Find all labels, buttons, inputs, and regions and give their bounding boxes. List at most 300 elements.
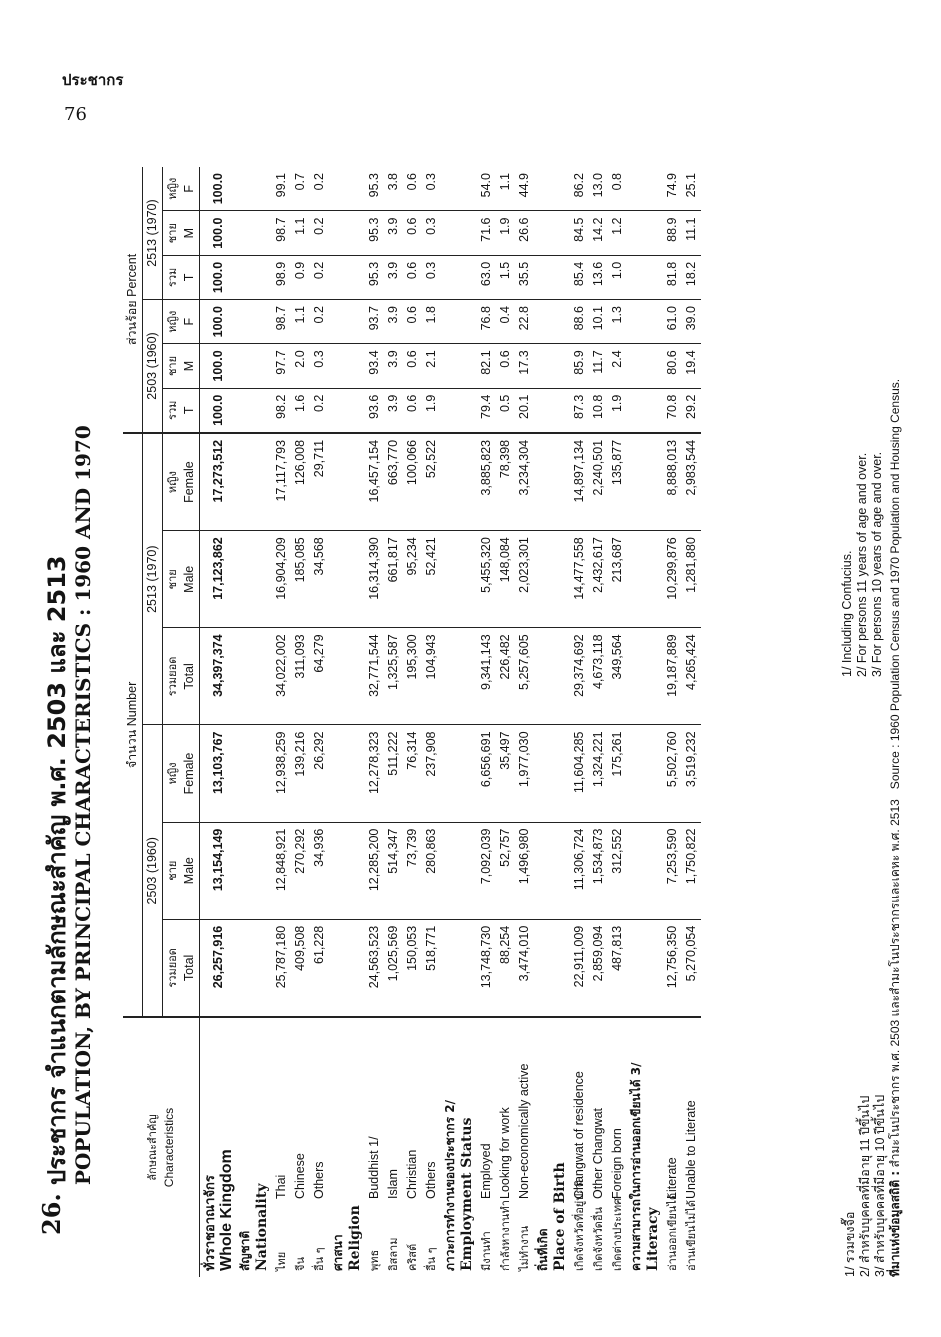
section-row (627, 167, 663, 1277)
cell-value: 13,154,149 (200, 822, 237, 919)
note-th-1: 1/ รวมขงจื๊อ (843, 1211, 857, 1277)
row-label (384, 1017, 403, 1277)
note-en-3: 3/ For persons 10 years of age and over. (870, 451, 884, 677)
cell-value: 270,292 (291, 822, 310, 919)
section-row (236, 167, 272, 1277)
row-label-english: Islam (386, 1169, 400, 1199)
empty-cell (534, 433, 570, 531)
cell-value: 0.2 (310, 167, 329, 211)
source-line (886, 379, 905, 1277)
col-male-1970: ชาย Male (163, 531, 200, 628)
cell-value: 3,474,010 (515, 919, 534, 1017)
year-1970-header: 2513 (1970) (143, 433, 163, 725)
cell-value: 1,325,587 (384, 628, 403, 725)
cell-value: 52,421 (422, 531, 441, 628)
cell-value: 88,254 (496, 919, 515, 1017)
cell-value: 17,117,793 (272, 433, 291, 531)
empty-cell (627, 628, 663, 725)
cell-value: 0.3 (310, 344, 329, 388)
cell-value: 78,398 (496, 433, 515, 531)
cell-value: 82.1 (477, 344, 496, 388)
number-header: จำนวน Number (123, 433, 143, 1017)
cell-value: 87.3 (570, 388, 589, 433)
cell-value: 73,739 (403, 822, 422, 919)
row-label (663, 1017, 682, 1277)
year-1960-header: 2503 (1960) (143, 725, 163, 1017)
cell-value: 0.6 (403, 167, 422, 211)
empty-cell (329, 255, 365, 299)
cell-value: 1.5 (496, 255, 515, 299)
col-f-1970: หญิง F (163, 167, 200, 211)
cell-value: 74.9 (663, 167, 682, 211)
cell-value: 14,477,558 (570, 531, 589, 628)
col-t-1960: รวม T (163, 388, 200, 433)
cell-value: 1.1 (291, 211, 310, 255)
cell-value: 98.7 (272, 300, 291, 344)
cell-value: 0.6 (403, 255, 422, 299)
empty-cell (627, 433, 663, 531)
row-label (403, 1017, 422, 1277)
cell-value: 29,374,692 (570, 628, 589, 725)
row-label (236, 1017, 272, 1277)
row-label-english: Literate (665, 1157, 679, 1199)
page-number: 76 (64, 104, 87, 125)
cell-value: 34,936 (310, 822, 329, 919)
row-label-thai: กำลังหางานทำ (499, 1200, 512, 1271)
table-number: 26. (37, 1193, 66, 1235)
empty-cell (236, 167, 272, 211)
cell-value: 0.6 (403, 211, 422, 255)
section-label-thai: ภาวะการทำงานของประชากร 2/ (443, 1099, 457, 1271)
table-body (200, 167, 702, 1277)
empty-cell (534, 725, 570, 822)
row-label (477, 1017, 496, 1277)
section-label-english: Literacy (645, 1207, 661, 1271)
cell-value: 26.6 (515, 211, 534, 255)
col-total-1970: รวมยอด Total (163, 628, 200, 725)
empty-cell (329, 725, 365, 822)
row-label-thai: อื่น ๆ (425, 1247, 438, 1271)
cell-value: 16,457,154 (365, 433, 384, 531)
cell-value: 20.1 (515, 388, 534, 433)
row-label-english: Thai (274, 1174, 288, 1199)
cell-value: 1,750,822 (682, 822, 701, 919)
cell-value: 18.2 (682, 255, 701, 299)
cell-value: 5,502,760 (663, 725, 682, 822)
row-label-english: Whole Kingdom (218, 1149, 235, 1271)
cell-value: 14,897,134 (570, 433, 589, 531)
cell-value: 1,496,980 (515, 822, 534, 919)
row-label-thai: อ่านเขียนไม่ได้ (685, 1199, 698, 1271)
empty-cell (534, 255, 570, 299)
empty-cell (441, 725, 477, 822)
row-label (329, 1017, 365, 1277)
cell-value: 1.1 (496, 167, 515, 211)
row-label-english: Unable to Literate (684, 1100, 698, 1199)
cell-value: 76.8 (477, 300, 496, 344)
row-label-thai: อิสลาม (387, 1237, 400, 1271)
empty-cell (627, 919, 663, 1017)
cell-value: 1.2 (608, 211, 627, 255)
section-label-thai: ศาสนา (331, 1234, 345, 1271)
cell-value: 100.0 (200, 255, 237, 299)
row-label (608, 1017, 627, 1277)
cell-value: 12,278,323 (365, 725, 384, 822)
cell-value: 1.9 (608, 388, 627, 433)
cell-value: 93.7 (365, 300, 384, 344)
cell-value: 0.9 (291, 255, 310, 299)
cell-value: 22.8 (515, 300, 534, 344)
cell-value: 663,770 (384, 433, 403, 531)
cell-value: 2,432,617 (589, 531, 608, 628)
cell-value: 10.1 (589, 300, 608, 344)
title-thai: ประชากร จำแนกตามลักษณะสำคัญ พ.ศ. 2503 และ 2513 (43, 555, 71, 1185)
cell-value: 3.9 (384, 388, 403, 433)
empty-cell (329, 433, 365, 531)
row-label (200, 1017, 237, 1277)
empty-cell (627, 531, 663, 628)
cell-value: 84.5 (570, 211, 589, 255)
cell-value: 1,025,569 (384, 919, 403, 1017)
cell-value: 135,877 (608, 433, 627, 531)
row-label (515, 1017, 534, 1277)
cell-value: 52,522 (422, 433, 441, 531)
cell-value: 0.6 (403, 344, 422, 388)
cell-value: 2,983,544 (682, 433, 701, 531)
section-label-english: Employment Status (459, 1117, 475, 1271)
cell-value: 13,103,767 (200, 725, 237, 822)
empty-cell (627, 300, 663, 344)
footnotes (840, 167, 900, 1277)
cell-value: 13.6 (589, 255, 608, 299)
row-label (422, 1017, 441, 1277)
cell-value: 226,482 (496, 628, 515, 725)
row-label (534, 1017, 570, 1277)
cell-value: 100.0 (200, 167, 237, 211)
cell-value: 100.0 (200, 344, 237, 388)
empty-cell (236, 822, 272, 919)
cell-value: 409,508 (291, 919, 310, 1017)
cell-value: 3.8 (384, 167, 403, 211)
cell-value: 0.2 (310, 388, 329, 433)
cell-value: 13.0 (589, 167, 608, 211)
cell-value: 100.0 (200, 300, 237, 344)
cell-value: 349,564 (608, 628, 627, 725)
rotated-table-page (35, 145, 905, 1325)
cell-value: 95.3 (365, 255, 384, 299)
cell-value: 661,817 (384, 531, 403, 628)
section-label-english: Nationality (254, 1183, 270, 1271)
row-label-thai: เกิดจังหวัดที่อยู่ปกติ (573, 1179, 586, 1271)
row-label (441, 1017, 477, 1277)
table-row (515, 167, 534, 1277)
row-label (589, 1017, 608, 1277)
row-label-thai: ไทย (275, 1251, 288, 1271)
cell-value: 12,756,350 (663, 919, 682, 1017)
col-total-1960: รวมยอด Total (163, 919, 200, 1017)
source-th: สำมะโนประชากร พ.ศ. 2503 และสำมะโนประชากรและเคหะ พ.ศ. 2513 (888, 799, 902, 1168)
row-label-thai: เกิดจังหวัดอื่น (592, 1206, 605, 1271)
note-th-3: 3/ สำหรับบุคคลที่มีอายุ 10 ปีขึ้นไป (873, 1094, 887, 1277)
cell-value: 518,771 (422, 919, 441, 1017)
cell-value: 8,888,013 (663, 433, 682, 531)
section-label-english: Religion (347, 1205, 363, 1271)
cell-value: 35.5 (515, 255, 534, 299)
cell-value: 26,257,916 (200, 919, 237, 1017)
cell-value: 175,261 (608, 725, 627, 822)
cell-value: 97.7 (272, 344, 291, 388)
row-label-thai: อื่น ๆ (313, 1247, 326, 1271)
cell-value: 29,711 (310, 433, 329, 531)
empty-cell (329, 211, 365, 255)
cell-value: 11,306,724 (570, 822, 589, 919)
cell-value: 1,281,880 (682, 531, 701, 628)
table-row (291, 167, 310, 1277)
cell-value: 280,863 (422, 822, 441, 919)
cell-value: 185,085 (291, 531, 310, 628)
row-label-thai: ไม่ทำงาน (518, 1225, 531, 1271)
cell-value: 7,253,590 (663, 822, 682, 919)
empty-cell (441, 344, 477, 388)
section-label-thai: ความสามารถในการอ่านออกเขียนได้ 3/ (629, 1062, 643, 1271)
empty-cell (329, 628, 365, 725)
note-en-2: 2/ For persons 11 years of age and over. (855, 452, 869, 677)
cell-value: 1,324,221 (589, 725, 608, 822)
empty-cell (534, 628, 570, 725)
row-label-english: Chinese (293, 1153, 307, 1199)
empty-cell (236, 433, 272, 531)
row-label-english: Other Changwat (591, 1107, 605, 1199)
cell-value: 85.9 (570, 344, 589, 388)
col-female-1970: หญิง Female (163, 433, 200, 531)
source-en: Source : 1960 Population Census and 1970 Population and Housing Census. (888, 378, 902, 790)
cell-value: 17,273,512 (200, 433, 237, 531)
empty-cell (236, 344, 272, 388)
note-en-1: 1/ Including Confucius. (840, 550, 854, 677)
section-label-english: Place of Birth (552, 1162, 568, 1271)
cell-value: 3.9 (384, 300, 403, 344)
cell-value: 2.1 (422, 344, 441, 388)
section-row (534, 167, 570, 1277)
table-row (310, 167, 329, 1277)
table-row (365, 167, 384, 1277)
cell-value: 9,341,143 (477, 628, 496, 725)
table-title (35, 175, 125, 1235)
cell-value: 34,568 (310, 531, 329, 628)
empty-cell (534, 344, 570, 388)
empty-cell (534, 919, 570, 1017)
empty-cell (236, 255, 272, 299)
cell-value: 34,397,374 (200, 628, 237, 725)
cell-value: 100.0 (200, 388, 237, 433)
row-label-thai: พุทธ (368, 1249, 381, 1271)
cell-value: 98.2 (272, 388, 291, 433)
empty-cell (441, 167, 477, 211)
col-m-1960: ชาย M (163, 344, 200, 388)
empty-cell (534, 388, 570, 433)
empty-cell (236, 531, 272, 628)
row-label-thai: อ่านออกเขียนได้ (666, 1192, 679, 1271)
cell-value: 86.2 (570, 167, 589, 211)
row-label-english: Others (424, 1161, 438, 1199)
cell-value: 514,347 (384, 822, 403, 919)
cell-value: 2,023,301 (515, 531, 534, 628)
cell-value: 4,673,118 (589, 628, 608, 725)
row-label (627, 1017, 663, 1277)
empty-cell (236, 919, 272, 1017)
table-row (608, 167, 627, 1277)
cell-value: 17,123,862 (200, 531, 237, 628)
empty-cell (627, 344, 663, 388)
cell-value: 1.6 (291, 388, 310, 433)
empty-cell (329, 344, 365, 388)
col-male-1960: ชาย Male (163, 822, 200, 919)
cell-value: 11,604,285 (570, 725, 589, 822)
cell-value: 5,257,605 (515, 628, 534, 725)
empty-cell (329, 919, 365, 1017)
cell-value: 311,093 (291, 628, 310, 725)
row-label-thai: เกิดต่างประเทศ (611, 1197, 624, 1271)
table-row (422, 167, 441, 1277)
cell-value: 0.2 (310, 211, 329, 255)
empty-cell (236, 300, 272, 344)
empty-cell (441, 433, 477, 531)
cell-value: 12,285,200 (365, 822, 384, 919)
empty-cell (627, 822, 663, 919)
population-table (123, 167, 701, 1277)
empty-cell (329, 822, 365, 919)
cell-value: 2,859,094 (589, 919, 608, 1017)
empty-cell (441, 628, 477, 725)
percent-header: ส่วนร้อย Percent (123, 167, 143, 433)
cell-value: 44.9 (515, 167, 534, 211)
title-english: POPULATION, BY PRINCIPAL CHARACTERISTICS : 1960 AND 1970 (71, 425, 95, 1185)
empty-cell (441, 388, 477, 433)
table-row (682, 167, 701, 1277)
row-label-thai: มีงานทำ (480, 1231, 493, 1271)
cell-value: 0.4 (496, 300, 515, 344)
row-label-english: Employed (479, 1143, 493, 1199)
cell-value: 3.9 (384, 211, 403, 255)
empty-cell (236, 388, 272, 433)
cell-value: 5,270,054 (682, 919, 701, 1017)
cell-value: 213,687 (608, 531, 627, 628)
cell-value: 6,656,691 (477, 725, 496, 822)
cell-value: 0.6 (403, 388, 422, 433)
empty-cell (534, 300, 570, 344)
row-label (291, 1017, 310, 1277)
cell-value: 100.0 (200, 211, 237, 255)
cell-value: 39.0 (682, 300, 701, 344)
cell-value: 2.4 (608, 344, 627, 388)
empty-cell (441, 255, 477, 299)
section-label-thai: ถิ่นที่เกิด (536, 1228, 550, 1271)
cell-value: 95,234 (403, 531, 422, 628)
row-label (496, 1017, 515, 1277)
cell-value: 150,053 (403, 919, 422, 1017)
cell-value: 25,787,180 (272, 919, 291, 1017)
row-label-english: Foreign born (610, 1128, 624, 1199)
empty-cell (441, 211, 477, 255)
empty-cell (627, 255, 663, 299)
cell-value: 85.4 (570, 255, 589, 299)
cell-value: 98.9 (272, 255, 291, 299)
row-label (365, 1017, 384, 1277)
cell-value: 76,314 (403, 725, 422, 822)
cell-value: 10.8 (589, 388, 608, 433)
cell-value: 81.8 (663, 255, 682, 299)
col-female-1960: หญิง Female (163, 725, 200, 822)
row-label-english: Changwat of residence (572, 1071, 586, 1199)
cell-value: 32,771,544 (365, 628, 384, 725)
section-row (329, 167, 365, 1277)
cell-value: 0.8 (608, 167, 627, 211)
empty-cell (534, 531, 570, 628)
cell-value: 14.2 (589, 211, 608, 255)
col-t-1970: รวม T (163, 255, 200, 299)
cell-value: 64,279 (310, 628, 329, 725)
cell-value: 0.5 (496, 388, 515, 433)
row-label-english: Buddhist 1/ (367, 1136, 381, 1199)
table-row (200, 167, 237, 1277)
cell-value: 148,084 (496, 531, 515, 628)
cell-value: 71.6 (477, 211, 496, 255)
cell-value: 19,187,889 (663, 628, 682, 725)
empty-cell (329, 531, 365, 628)
row-label-thai: คริสต์ (406, 1243, 419, 1271)
cell-value: 16,314,390 (365, 531, 384, 628)
section-row (441, 167, 477, 1277)
empty-cell (627, 167, 663, 211)
cell-value: 63.0 (477, 255, 496, 299)
cell-value: 3,234,304 (515, 433, 534, 531)
cell-value: 98.7 (272, 211, 291, 255)
row-label (682, 1017, 701, 1277)
cell-value: 3,519,232 (682, 725, 701, 822)
empty-cell (329, 167, 365, 211)
table-row (663, 167, 682, 1277)
cell-value: 26,292 (310, 725, 329, 822)
col-m-1970: ชาย M (163, 211, 200, 255)
cell-value: 95.3 (365, 167, 384, 211)
cell-value: 16,904,209 (272, 531, 291, 628)
note-th-2: 2/ สำหรับบุคคลที่มีอายุ 11 ปีขึ้นไป (858, 1095, 872, 1277)
cell-value: 7,092,039 (477, 822, 496, 919)
table-row (477, 167, 496, 1277)
cell-value: 1.8 (422, 300, 441, 344)
cell-value: 3.9 (384, 255, 403, 299)
cell-value: 1,534,873 (589, 822, 608, 919)
cell-value: 0.3 (422, 255, 441, 299)
row-label-english: Others (312, 1161, 326, 1199)
cell-value: 29.2 (682, 388, 701, 433)
cell-value: 12,848,921 (272, 822, 291, 919)
cell-value: 237,908 (422, 725, 441, 822)
cell-value: 61.0 (663, 300, 682, 344)
cell-value: 25.1 (682, 167, 701, 211)
empty-cell (627, 725, 663, 822)
row-label (310, 1017, 329, 1277)
cell-value: 88.9 (663, 211, 682, 255)
table-row (384, 167, 403, 1277)
empty-cell (441, 919, 477, 1017)
cell-value: 52,757 (496, 822, 515, 919)
empty-cell (329, 300, 365, 344)
cell-value: 5,455,320 (477, 531, 496, 628)
row-label-thai: จีน (294, 1257, 307, 1271)
row-label-english: Looking for work (498, 1107, 512, 1199)
cell-value: 17.3 (515, 344, 534, 388)
